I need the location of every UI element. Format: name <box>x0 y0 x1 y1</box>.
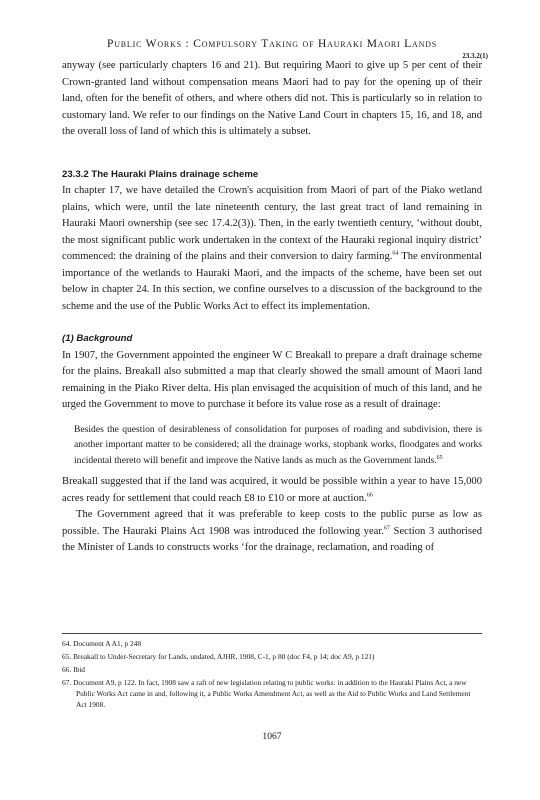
footnotes <box>62 633 482 712</box>
paragraph-2-text-a: In chapter 17, we have detailed the Crown's acquisition from Maori of part of the Piako wetland plains, which were, until the late nineteenth century, the last great tract of land remaining in Hauraki Maori ownership (see sec 17.4.2(3)). Then, in the early twentieth century, ‘without doubt, the most significant public work undertaken in the context of the Hauraki regional inquiry district’ commenced: the draining of the plains and their conversion to dairy farming. <box>62 185 482 262</box>
footnote-65: 65. Breakall to Under-Secretary for Lands, undated, AJHR, 1908, C-1, p 80 (doc F4, p 14; doc A9, p 121) <box>62 652 375 661</box>
section-heading: 23.3.2 The Hauraki Plains drainage scheme <box>62 168 259 180</box>
document-page <box>62 0 488 800</box>
footnote-ref-67[interactable]: 67 <box>383 524 390 531</box>
paragraph-2-text-b: The environmental importance of the wetlands to Hauraki Maori, and the impacts of the scheme, have been set out below in chapter 24. In this section, we confine ourselves to a discussion of the background to the scheme and the use of the Public Works Act to effect its implementation. <box>62 251 482 312</box>
page-number: 1067 <box>262 731 282 742</box>
paragraph-1: anyway (see particularly chapters 16 and 21). But requiring Maori to give up 5 per cent of their Crown-granted land without compensation means Maori had to pay for the opening up of their land, often for the benefit of others, and where others did not. This is particularly so in relation to customary land. We refer to our findings on the Native Land Court in chapters 15, 16, and 18, and the overall loss of land of which this is ultimately a subset. <box>62 60 482 137</box>
subsection-heading: (1) Background <box>62 333 133 344</box>
paragraph-4-text: Breakall suggested that if the land was acquired, it would be possible within a year to have 15,000 acres ready for settlement that could reach £8 to £10 or more at auction. <box>62 476 482 504</box>
paragraph-5 <box>62 507 482 557</box>
footnote-ref-65[interactable]: 65 <box>436 454 443 461</box>
section-reference: 23.3.2(1) <box>462 52 488 60</box>
body-text <box>62 58 482 557</box>
running-head: Public Works : Compulsory Taking of Hauraki Maori Lands <box>107 38 437 50</box>
paragraph-4 <box>62 474 482 507</box>
paragraph-5-text-a: The Government agreed that it was preferable to keep costs to the public purse as low as possible. The Hauraki Plains Act 1908 was introduced the following year. <box>62 509 482 537</box>
block-quote <box>74 422 482 469</box>
footnote-ref-64[interactable]: 64 <box>392 250 399 257</box>
footnote-64: 64. Document A A1, p 248 <box>62 639 142 648</box>
paragraph-2 <box>62 183 482 315</box>
paragraph-3: In 1907, the Government appointed the engineer W C Breakall to prepare a draft drainage scheme for the plains. Breakall also submitted a map that clearly showed the small amount of Maori land remaining in the Piako River delta. His plan envisaged the acquisition of much of this land, and he urged the Government to move to purchase it before its value rose as a result of drainage: <box>62 349 482 410</box>
footnote-66: 66. Ibid <box>62 665 85 674</box>
footnote-67: 67. Document A9, p 122. In fact, 1908 saw a raft of new legislation relating to public works: in addition to the Hauraki Plains Act, a new Public Works Act came in and, following it, a Public Works Amendment Act, as well as the Aid to Public Works and Land Settlement Act 1908. <box>62 678 471 709</box>
paragraph-5-text-b: Section 3 authorised the Minister of Lands to constructs works ‘for the drainage, reclamation, and roading of <box>62 525 482 553</box>
footnote-ref-66[interactable]: 66 <box>366 491 373 498</box>
block-quote-text: Besides the question of desirableness of consolidation for purposes of roading and subdivision, there is another important matter to be considered; all the drainage works, stopbank works, floodgates and works incidental thereto will benefit and improve the Native lands as much as the Government lands. <box>74 423 482 466</box>
